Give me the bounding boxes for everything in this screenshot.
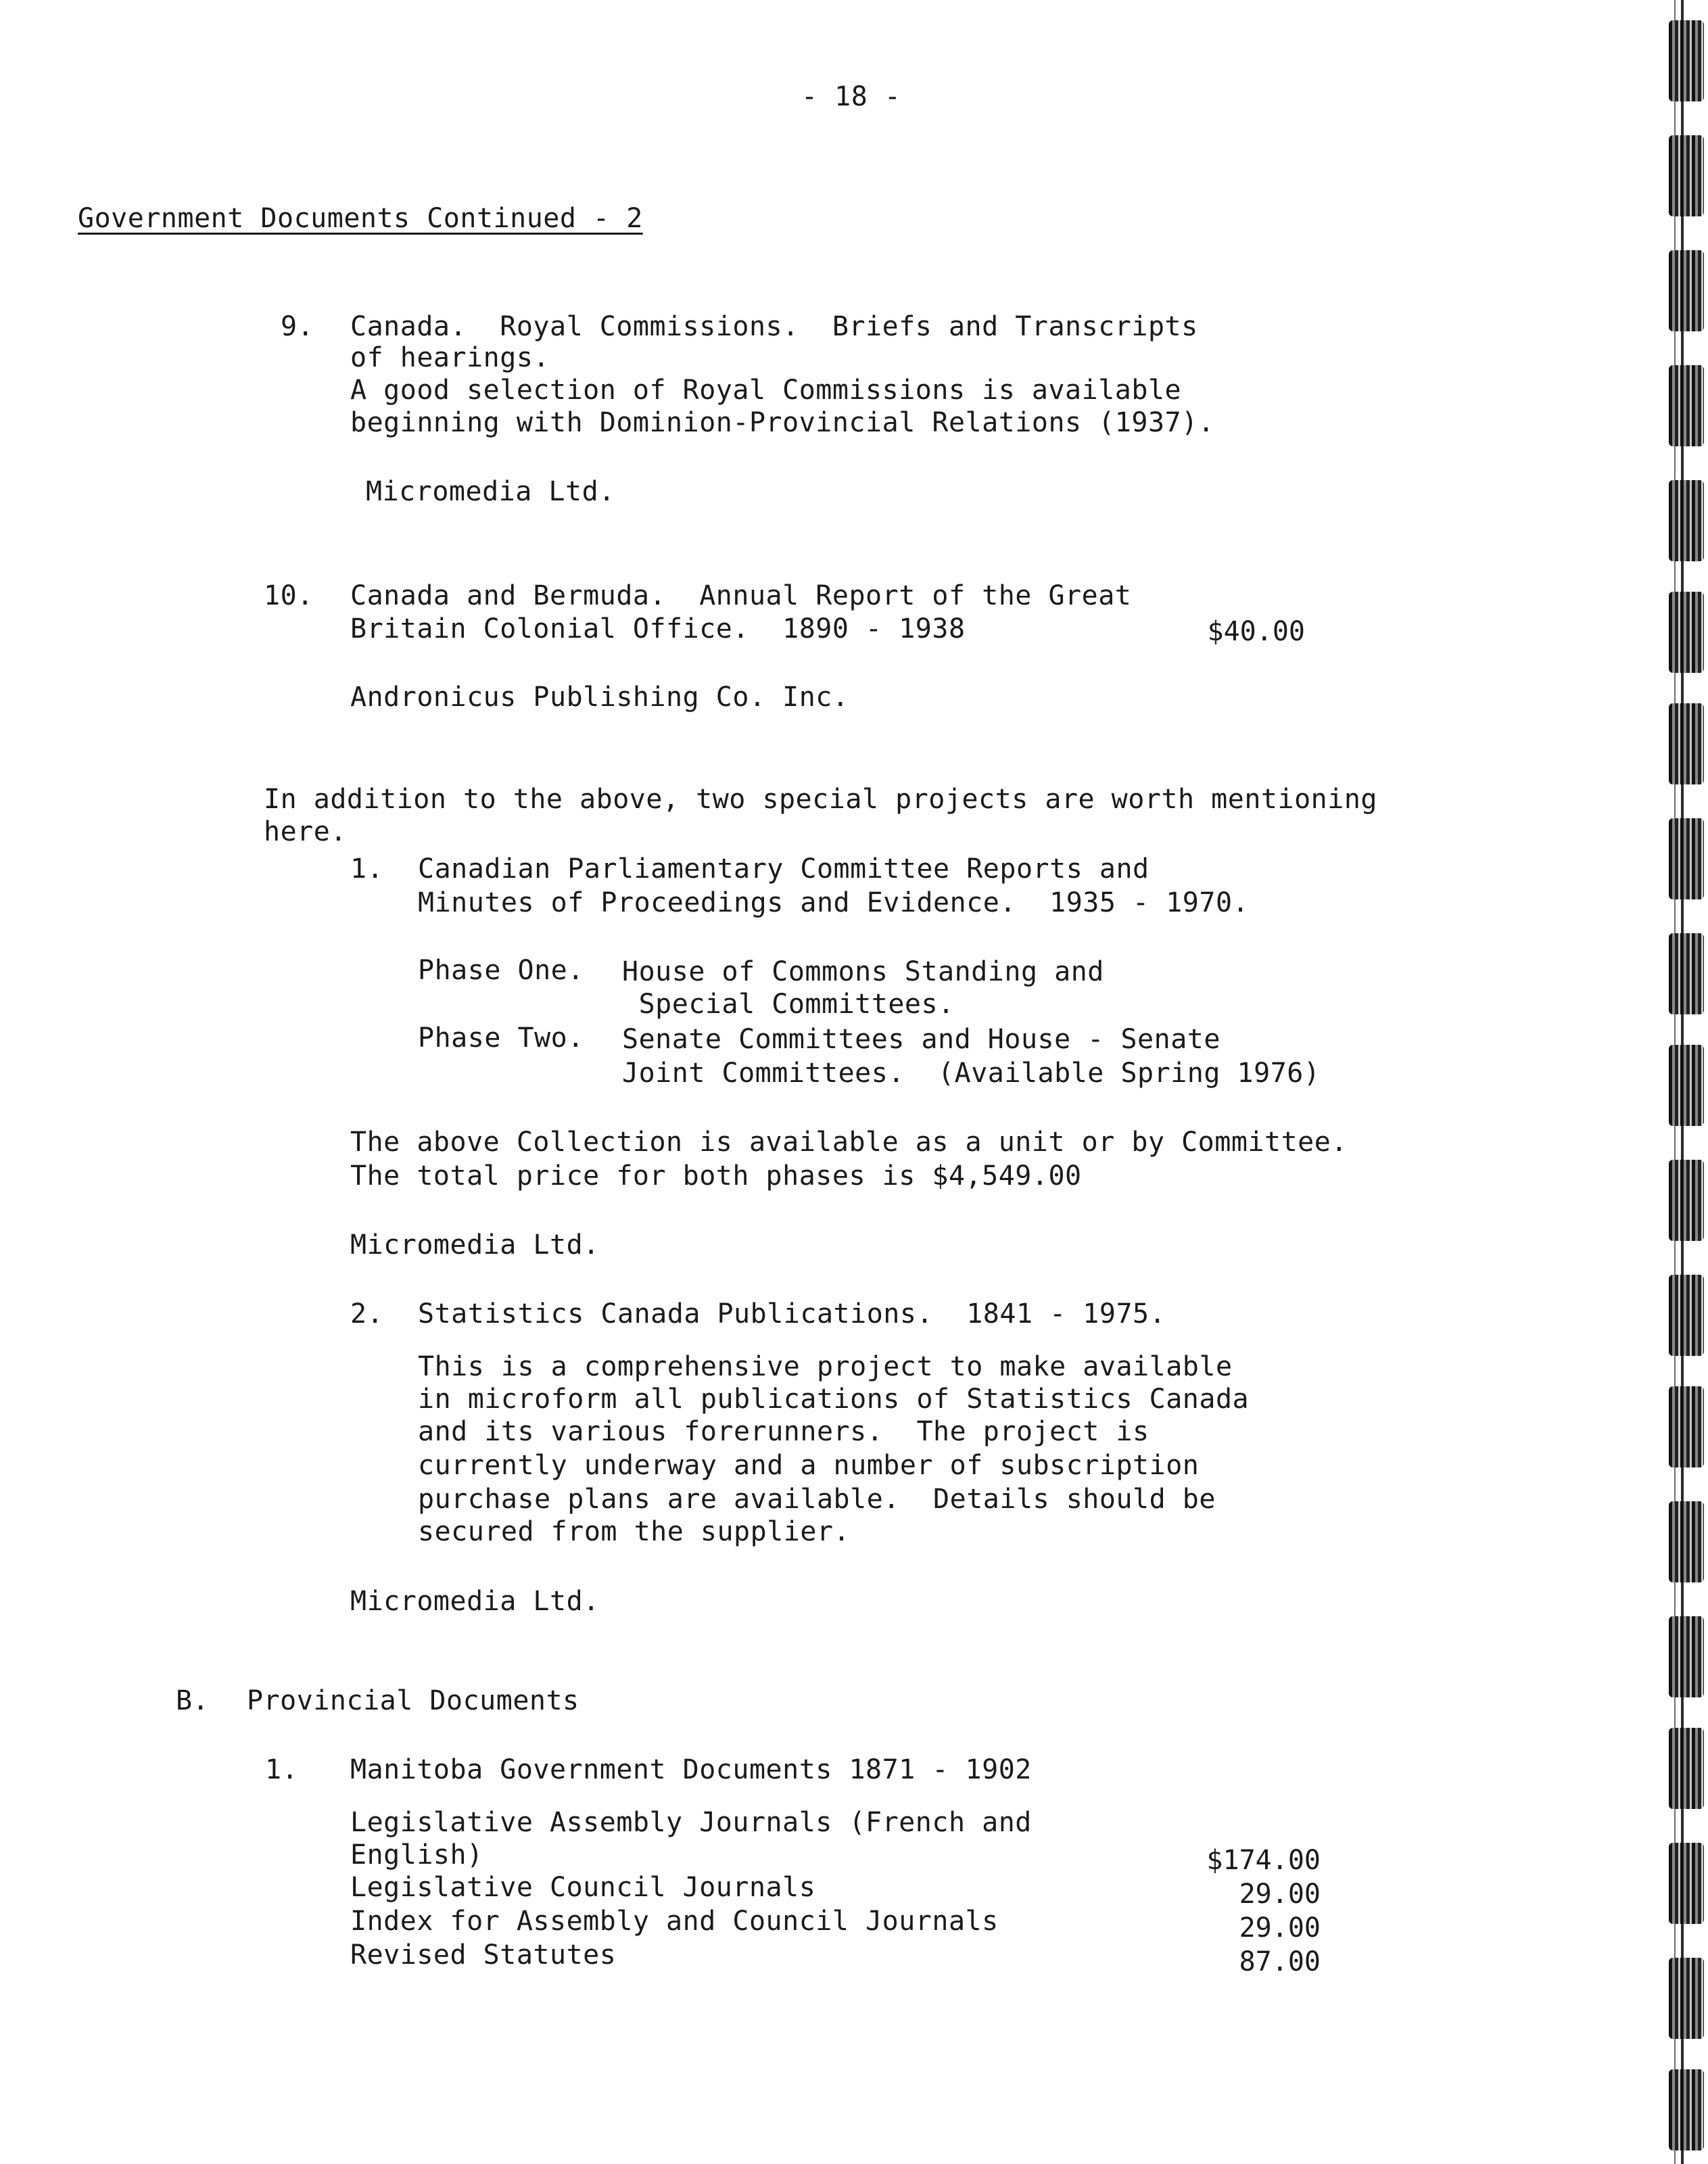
item-10-number: 10. xyxy=(264,580,314,611)
item-10-line: Britain Colonial Office. 1890 - 1938 xyxy=(350,613,966,644)
binding-ring xyxy=(1669,1045,1704,1126)
project-1-line: Minutes of Proceedings and Evidence. 1935 - 1970. xyxy=(418,887,1250,918)
binding-ring xyxy=(1669,703,1704,784)
project-2-line: and its various forerunners. The project is xyxy=(418,1416,1149,1447)
project-1-note: The above Collection is available as a unit or by Committee. xyxy=(350,1127,1348,1158)
binding-ring xyxy=(1669,135,1704,216)
phase-two-line: Joint Committees. (Available Spring 1976) xyxy=(622,1058,1321,1089)
binding-ring xyxy=(1669,1843,1704,1924)
price-row-label: Legislative Council Journals xyxy=(350,1872,816,1903)
project-2-line: secured from the supplier. xyxy=(418,1516,851,1547)
price-row-value: 87.00 xyxy=(1239,1946,1321,1977)
binding-ring xyxy=(1669,20,1704,101)
item-9-line: A good selection of Royal Commissions is available xyxy=(350,375,1182,406)
phase-one-line: House of Commons Standing and xyxy=(622,956,1104,987)
price-row-label: Revised Statutes xyxy=(350,1939,617,1971)
price-row-label: Index for Assembly and Council Journals xyxy=(350,1906,999,1937)
binding-ring xyxy=(1669,1728,1704,1809)
binding-ring xyxy=(1669,1386,1704,1467)
binding-ring xyxy=(1669,818,1704,899)
special-intro-line: In addition to the above, two special projects are worth mentioning xyxy=(264,784,1377,815)
section-b-item-1-title: Manitoba Government Documents 1871 - 1902 xyxy=(350,1754,1032,1785)
project-2-line: This is a comprehensive project to make available xyxy=(418,1351,1233,1382)
phase-two-label: Phase Two. xyxy=(418,1022,584,1054)
phase-one-label: Phase One. xyxy=(418,955,584,986)
item-9-line: beginning with Dominion-Provincial Relations (1937). xyxy=(350,407,1215,438)
project-2-number: 2. xyxy=(350,1298,384,1330)
binding-ring xyxy=(1669,1616,1704,1697)
project-2-line: currently underway and a number of subscription xyxy=(418,1450,1200,1481)
binding-ring xyxy=(1669,1958,1704,2039)
item-10-line: Canada and Bermuda. Annual Report of the Great xyxy=(350,580,1132,611)
price-row-value: $174.00 xyxy=(1206,1845,1321,1876)
item-9-publisher: Micromedia Ltd. xyxy=(366,476,615,507)
section-b-item-1-number: 1. xyxy=(265,1754,299,1785)
project-1-note: The total price for both phases is $4,549.00 xyxy=(350,1160,1082,1192)
binding-ring xyxy=(1669,250,1704,331)
phase-two-line: Senate Committees and House - Senate xyxy=(622,1024,1220,1055)
section-b-title: Provincial Documents xyxy=(247,1685,579,1716)
project-2-line: in microform all publications of Statistics Canada xyxy=(418,1384,1250,1415)
page-number: - 18 - xyxy=(801,81,901,112)
price-row-value: 29.00 xyxy=(1239,1912,1321,1944)
item-9-line: of hearings. xyxy=(350,342,550,373)
section-b-label: B. xyxy=(176,1685,210,1716)
binding-ring xyxy=(1669,2069,1704,2150)
special-intro-line: here. xyxy=(264,816,347,847)
item-10-publisher: Andronicus Publishing Co. Inc. xyxy=(350,682,849,713)
binding-ring xyxy=(1669,365,1704,446)
project-1-number: 1. xyxy=(350,853,384,885)
price-row-label: Legislative Assembly Journals (French and xyxy=(350,1807,1032,1838)
binding-ring xyxy=(1669,1160,1704,1241)
project-2-line: purchase plans are available. Details should be xyxy=(418,1484,1216,1515)
phase-one-line: Special Committees. xyxy=(622,989,955,1020)
project-2-publisher: Micromedia Ltd. xyxy=(350,1586,600,1617)
spiral-binding xyxy=(1654,0,1708,2164)
binding-ring xyxy=(1669,592,1704,673)
item-9-number: 9. xyxy=(281,311,314,342)
price-row-value: 29.00 xyxy=(1239,1879,1321,1910)
binding-ring xyxy=(1669,1275,1704,1356)
item-9-line: Canada. Royal Commissions. Briefs and Transcripts xyxy=(350,311,1198,342)
item-10-price: $40.00 xyxy=(1207,616,1305,647)
project-1-publisher: Micromedia Ltd. xyxy=(350,1229,600,1261)
project-2-title: Statistics Canada Publications. 1841 - 1975. xyxy=(418,1298,1166,1330)
binding-ring xyxy=(1669,933,1704,1014)
price-row-label: English) xyxy=(350,1839,483,1871)
binding-ring xyxy=(1669,480,1704,561)
project-1-line: Canadian Parliamentary Committee Reports and xyxy=(418,853,1149,885)
section-heading: Government Documents Continued - 2 xyxy=(78,203,643,234)
binding-ring xyxy=(1669,1501,1704,1582)
